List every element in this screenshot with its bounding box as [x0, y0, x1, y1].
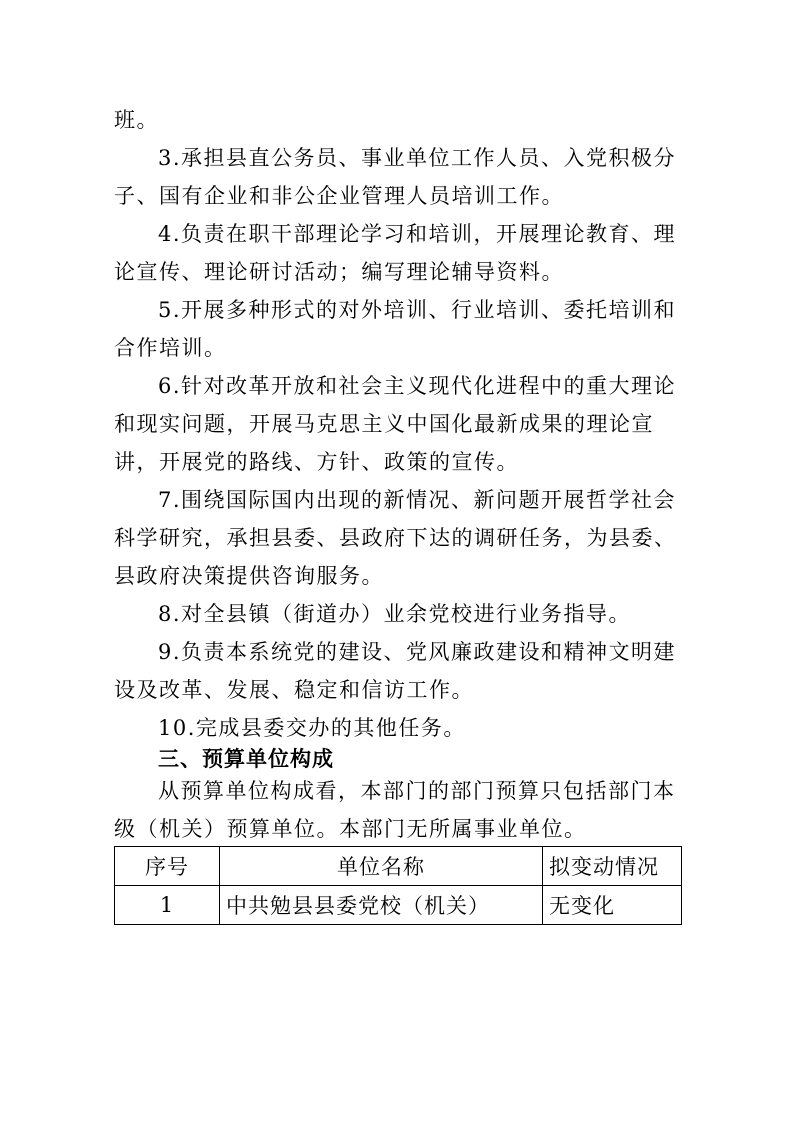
budget-unit-table: [114, 846, 682, 925]
paragraph-item-5: 5.开展多种形式的对外培训、行业培训、委托培训和合作培训。: [114, 298, 677, 360]
cell-unit-name: 中共勉县县委党校（机关）: [220, 886, 543, 925]
paragraph-item-10: 10.完成县委交办的其他任务。: [158, 716, 466, 740]
paragraph-item-9: 9.负责本系统党的建设、党风廉政建设和精神文明建设及改革、发展、稳定和信访工作。: [114, 640, 677, 702]
cell-change: 无变化: [543, 886, 682, 925]
paragraph-item-3: 3.承担县直公务员、事业单位工作人员、入党积极分子、国有企业和非公企业管理人员培训工作。: [114, 146, 677, 208]
header-index: 序号: [115, 847, 220, 886]
header-unit-name: 单位名称: [220, 847, 543, 886]
paragraph-item-4: 4.负责在职干部理论学习和培训，开展理论教育、理论宣传、理论研讨活动；编写理论辅导资料。: [114, 222, 677, 284]
paragraph-item-6: 6.针对改革开放和社会主义现代化进程中的重大理论和现实问题，开展马克思主义中国化最新成果的理论宣讲，开展党的路线、方针、政策的宣传。: [114, 374, 677, 474]
header-change: 拟变动情况: [543, 847, 682, 886]
table-row: [115, 886, 682, 925]
table-header-row: [115, 847, 682, 886]
paragraph-item-8: 8.对全县镇（街道办）业余党校进行业务指导。: [158, 602, 632, 626]
paragraph-continuation: 班。: [114, 108, 159, 132]
section-paragraph: 从预算单位构成看，本部门的部门预算只包括部门本级（机关）预算单位。本部门无所属事业单位。: [114, 779, 676, 841]
paragraph-item-7: 7.围绕国际国内出现的新情况、新问题开展哲学社会科学研究，承担县委、县政府下达的调研任务，为县委、县政府决策提供咨询服务。: [114, 488, 677, 588]
section-heading: 三、预算单位构成: [158, 747, 334, 771]
cell-index: 1: [115, 886, 220, 925]
